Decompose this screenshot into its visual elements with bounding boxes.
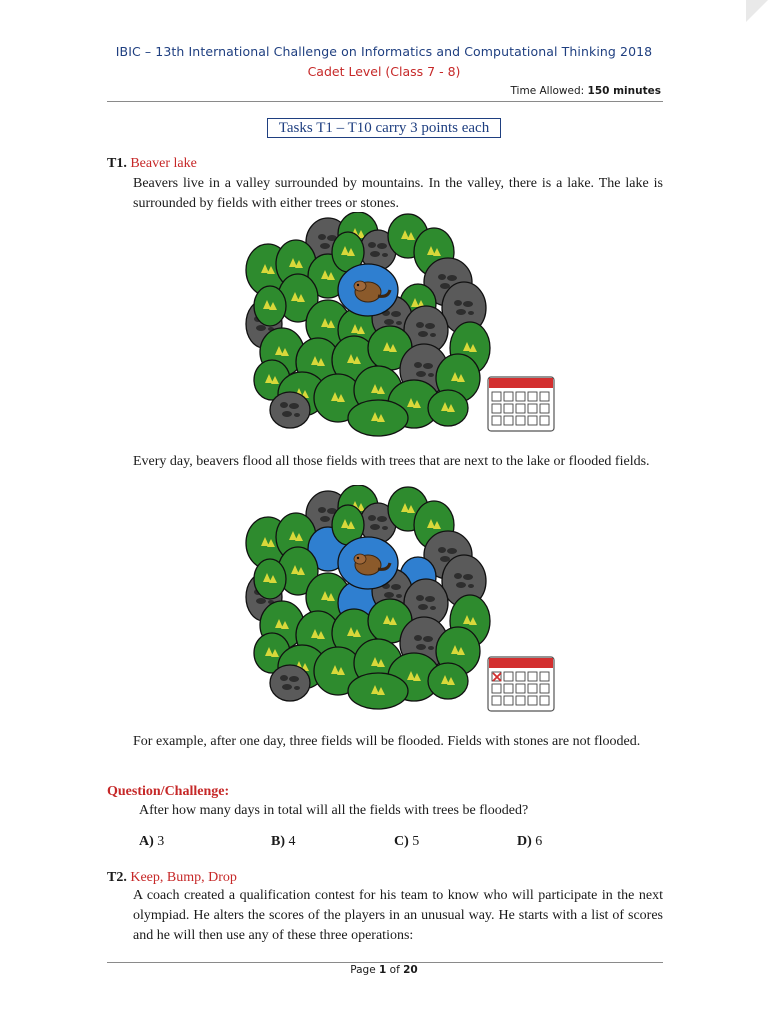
time-value: 150 minutes bbox=[587, 85, 661, 97]
page-fold bbox=[746, 0, 768, 22]
beaver-lake-map-initial bbox=[238, 212, 558, 440]
map-fields bbox=[246, 212, 490, 436]
page-current: 1 bbox=[379, 964, 387, 976]
question-text: After how many days in total will all the fields with trees be flooded? bbox=[139, 803, 529, 818]
header-rule bbox=[107, 101, 663, 102]
question-heading: Question/Challenge: bbox=[107, 784, 230, 799]
t2-intro: A coach created a qualification contest for his team to know who will participate in the next olympiad. He alters the scores of the players in an unusual way. He starts with a list of scores and he will then use any of these three operations: bbox=[133, 888, 663, 943]
option-c[interactable]: C) 5 bbox=[394, 834, 420, 849]
header-level: Cadet Level (Class 7 - 8) bbox=[307, 64, 461, 79]
t1-flood-rule: Every day, beavers flood all those fields with trees that are next to the lake or flooded fields. bbox=[133, 454, 650, 469]
t2-title: Keep, Bump, Drop bbox=[130, 870, 237, 885]
time-label: Time Allowed: bbox=[510, 85, 585, 97]
option-d[interactable]: D) 6 bbox=[517, 834, 543, 849]
option-b[interactable]: B) 4 bbox=[271, 834, 296, 849]
page-footer: Page 1 of 20 bbox=[350, 964, 418, 976]
t2-heading bbox=[107, 867, 237, 888]
footer-rule bbox=[107, 962, 663, 963]
tree-field bbox=[348, 400, 408, 436]
header-time bbox=[510, 85, 661, 97]
header-title: IBIC – 13th International Challenge on Informatics and Computational Thinking 2018 bbox=[115, 44, 653, 59]
calendar-icon bbox=[488, 657, 554, 711]
map-fields bbox=[246, 485, 490, 709]
t1-heading bbox=[107, 153, 197, 174]
calendar-icon bbox=[488, 377, 554, 431]
tree-field bbox=[428, 663, 468, 699]
t1-number: T1. bbox=[107, 156, 127, 171]
stone-field bbox=[270, 665, 310, 701]
beaver-lake-map-day-one bbox=[238, 485, 558, 713]
t1-example: For example, after one day, three fields will be flooded. Fields with stones are not flooded. bbox=[133, 734, 641, 749]
option-a[interactable]: A) 3 bbox=[139, 834, 165, 849]
tree-field bbox=[428, 390, 468, 426]
tasks-note: Tasks T1 – T10 carry 3 points each bbox=[267, 118, 501, 138]
tree-field bbox=[254, 559, 286, 599]
stone-field bbox=[270, 392, 310, 428]
t1-title: Beaver lake bbox=[130, 156, 197, 171]
tree-field bbox=[348, 673, 408, 709]
tree-field bbox=[254, 286, 286, 326]
t1-intro: Beavers live in a valley surrounded by mountains. In the valley, there is a lake. The lake is surrounded by fields with either trees or stones. bbox=[133, 176, 663, 211]
t2-number: T2. bbox=[107, 870, 127, 885]
page-total: 20 bbox=[403, 964, 418, 976]
